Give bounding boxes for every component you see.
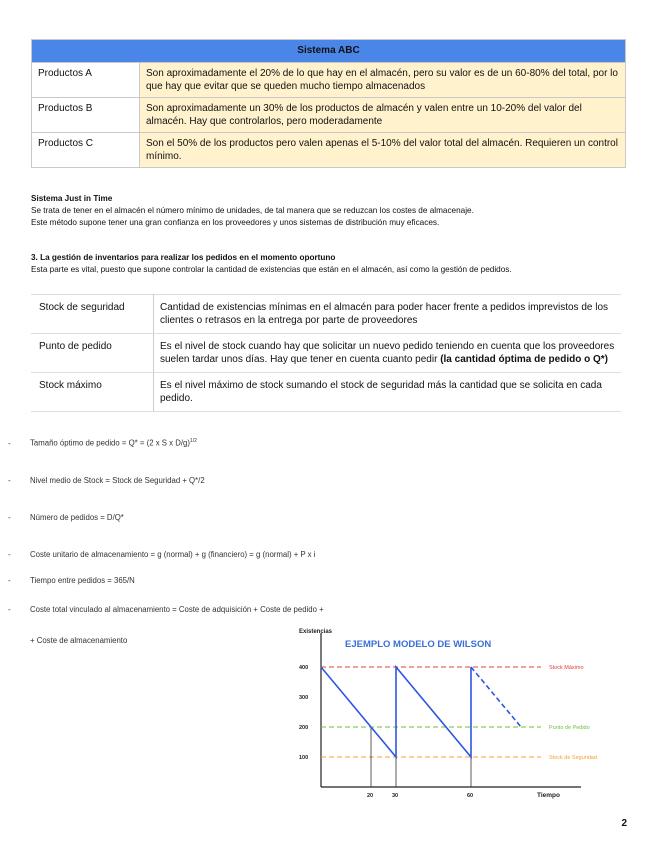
inventory-projection-line: [471, 667, 521, 727]
reference-line-label: Stock de Seguridad: [549, 755, 598, 761]
reference-line-label: Stock Máximo: [549, 665, 584, 671]
chart-title: EJEMPLO MODELO DE WILSON: [345, 639, 492, 650]
formula-text: + Coste de almacenamiento: [30, 636, 128, 645]
inv-row-text-plain: Es el nivel máximo de stock sumando el stock de seguridad más la cantidad que se solicita en cada pedido.: [160, 380, 602, 404]
formula-text: Tamaño óptimo de pedido = Q* = (2 x S x D/g): [30, 438, 190, 448]
formula-text: Coste unitario de almacenamiento = g (normal) + g (financiero) = g (normal) + P x i: [30, 550, 316, 559]
y-tick-label: 400: [299, 665, 309, 671]
formula-item: [30, 636, 127, 645]
table-row: [31, 373, 621, 412]
formula-item: - Coste unitario de almacenamiento = g (normal) + g (financiero) = g (normal) + P x i: [8, 550, 316, 559]
inv-row-label: Stock máximo: [31, 373, 154, 412]
page-number: 2: [621, 818, 627, 829]
formula-item: - Nivel medio de Stock = Stock de Seguridad + Q*/2: [8, 476, 205, 485]
inv-row-label: Stock de seguridad: [31, 295, 154, 334]
x-tick-label: 60: [467, 793, 474, 799]
abc-row-label: Productos A: [32, 63, 140, 98]
x-tick-label: 20: [367, 793, 374, 799]
table-row: [32, 98, 626, 133]
jit-line-1: Se trata de tener en el almacén el número mínimo de unidades, de tal manera que se reduzcan los costes de almacenaje.: [31, 206, 474, 215]
y-tick-label: 100: [299, 755, 309, 761]
gestion-section: [31, 252, 631, 276]
inv-row-text: [154, 334, 622, 373]
formula-item: - Coste total vinculado al almacenamiento = Coste de adquisición + Coste de pedido +: [8, 605, 324, 614]
formula-text: Número de pedidos = D/Q*: [30, 513, 124, 522]
abc-row-text: Son el 50% de los productos pero valen apenas el 5-10% del valor total del almacén. Requieren un control mínimo.: [140, 133, 626, 168]
inventory-table: [31, 294, 621, 412]
inv-row-label: Punto de pedido: [31, 334, 154, 373]
abc-row-label: Productos C: [32, 133, 140, 168]
reference-line-label: Punto de Pedido: [549, 725, 590, 731]
abc-row-text: Son aproximadamente el 20% de lo que hay en el almacén, pero su valor es de un 60-80% del total, por lo que hay que evitar que se queden mucho tiempo almacenados: [140, 63, 626, 98]
inv-row-text-bold: (la cantidad óptima de pedido o Q*): [440, 354, 608, 365]
abc-table-header: Sistema ABC: [32, 40, 626, 63]
y-tick-label: 300: [299, 695, 309, 701]
gestion-title: 3. La gestión de inventarios para realizar los pedidos en el momento oportuno: [31, 253, 336, 262]
abc-row-label: Productos B: [32, 98, 140, 133]
jit-title: Sistema Just in Time: [31, 194, 113, 203]
x-tick-label: 30: [392, 793, 399, 799]
abc-table: [31, 39, 626, 168]
jit-line-2: Este método supone tener una gran confianza en los proveedores y unos sistemas de distribución muy eficaces.: [31, 218, 440, 227]
inv-row-text: [154, 295, 622, 334]
y-tick-label: 200: [299, 725, 309, 731]
inv-row-text-plain: Cantidad de existencias mínimas en el almacén para poder hacer frente a pedidos imprevistos de los clientes o retrasos en la entrega por parte de proveedores: [160, 302, 609, 326]
formula-item: - Tiempo entre pedidos = 365/N: [8, 576, 135, 585]
wilson-chart: [285, 625, 625, 800]
table-row: [31, 334, 621, 373]
formula-item: - Número de pedidos = D/Q*: [8, 513, 124, 522]
jit-section: [31, 193, 631, 229]
inv-row-text-plain: Es el nivel de stock cuando hay que solicitar un nuevo pedido teniendo en cuenta que los proveedores suelen tardar unos días. Hay que tener en cuenta cuanto pedir: [160, 341, 615, 365]
formula-text: Tiempo entre pedidos = 365/N: [30, 576, 135, 585]
table-row: [31, 295, 621, 334]
table-row: [32, 63, 626, 98]
formula-text: Nivel medio de Stock = Stock de Seguridad + Q*/2: [30, 476, 205, 485]
gestion-text: Esta parte es vital, puesto que supone controlar la cantidad de existencias que están en el almacén, así como la gestión de pedidos.: [31, 265, 512, 274]
formula-item: - Tamaño óptimo de pedido = Q* = (2 x S x D/g)$^{1/2}$: [8, 438, 197, 448]
formula-text: Coste total vinculado al almacenamiento = Coste de adquisición + Coste de pedido +: [30, 605, 324, 614]
table-row: [32, 133, 626, 168]
formula-superscript: 1/2: [189, 438, 197, 444]
abc-row-text: Son aproximadamente un 30% de los productos de almacén y valen entre un 10-20% del valor del almacén. Hay que controlarlos, pero moderadamente: [140, 98, 626, 133]
inv-row-text: [154, 373, 622, 412]
inventory-sawtooth-line: [321, 667, 471, 757]
x-axis-label: Tiempo: [537, 792, 560, 799]
y-axis-label: Existencias: [299, 629, 333, 635]
